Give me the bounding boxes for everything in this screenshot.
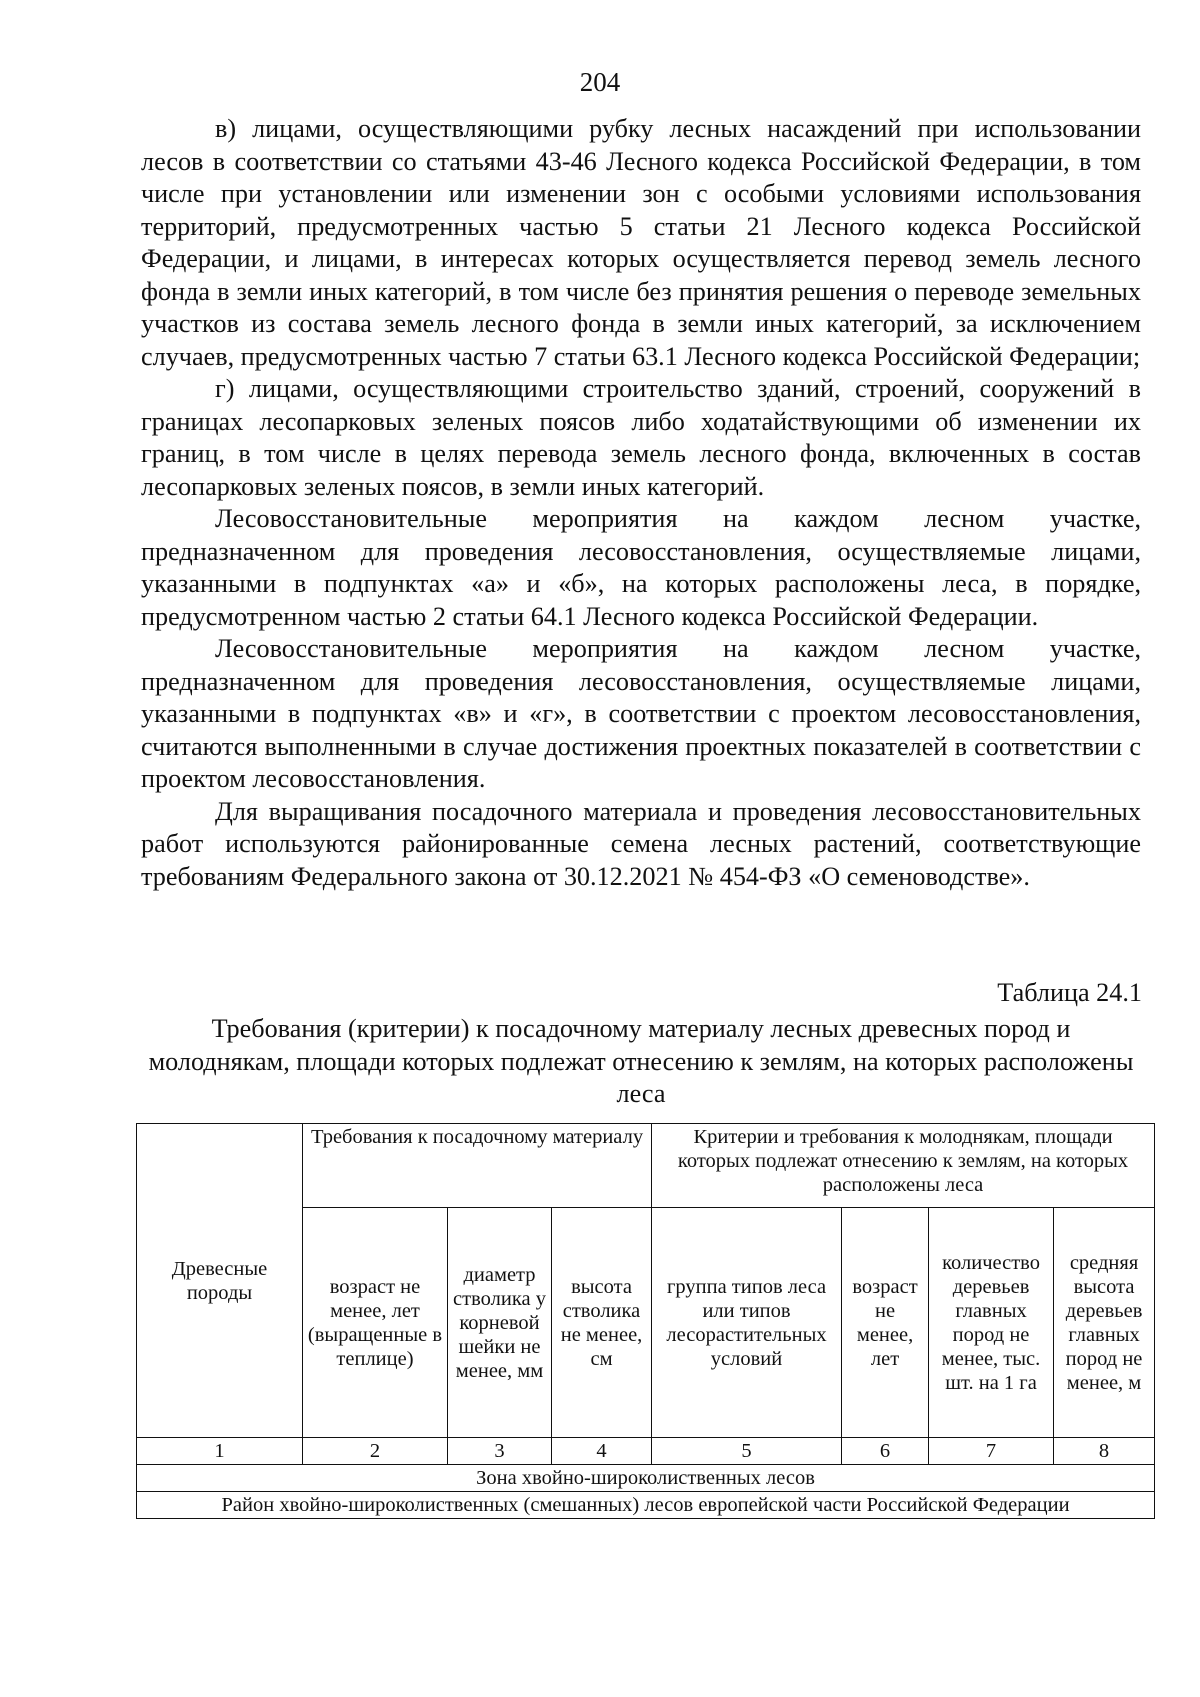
header-stem-diameter: диаметр стволика у корневой шейки не менее, мм (448, 1208, 552, 1438)
requirements-table (136, 1123, 1155, 1519)
column-number: 6 (842, 1438, 929, 1465)
column-number: 5 (652, 1438, 842, 1465)
header-stem-height: высота стволика не менее, см (552, 1208, 652, 1438)
header-planting-material: Требования к посадочному материалу (303, 1124, 652, 1208)
column-number: 4 (552, 1438, 652, 1465)
header-avg-height: средняя высота деревьев главных пород не менее, м (1054, 1208, 1155, 1438)
zone-title: Зона хвойно-широколиственных лесов (137, 1465, 1155, 1492)
header-age-min: возраст не менее, лет (выращенные в теплице) (303, 1208, 448, 1438)
header-young-age: возраст не менее, лет (842, 1208, 929, 1438)
column-numbers-row (137, 1438, 1155, 1465)
region-row (137, 1492, 1155, 1519)
column-number: 3 (448, 1438, 552, 1465)
column-number: 1 (137, 1438, 303, 1465)
body-text (141, 113, 1141, 893)
paragraph-reforestation-ab: Лесовосстановительные мероприятия на каждом лесном участке, предназначенном для проведения лесовосстановления, осуществляемые лицами, указанными в подпунктах «а» и «б», на которых расположены леса, в порядке, предусмотренном частью 2 статьи 64.1 Лесного кодекса Российской Федерации. (141, 504, 1141, 631)
paragraph-v: в) лицами, осуществляющими рубку лесных насаждений при использовании лесов в соответствии со статьями 43-46 Лесного кодекса Российской Федерации, в том числе при установлении или изменении зон с особыми условиями использования территорий, предусмотренных частью 5 статьи 21 Лесного кодекса Российской Федерации, и лицами, в интересах которых осуществляется перевод земель лесного фонда в земли иных категорий, в том числе без принятия решения о переводе земельных участков из состава земель лесного фонда в земли иных категорий, за исключением случаев, предусмотренных частью 7 статьи 63.1 Лесного кодекса Российской Федерации; (141, 114, 1141, 371)
header-species: Древесные породы (137, 1124, 303, 1438)
table-label: Таблица 24.1 (997, 978, 1142, 1007)
paragraph-g: г) лицами, осуществляющими строительство зданий, строений, сооружений в границах лесопарковых зеленых поясов либо ходатайствующими об изменении их границ, в том числе в целях перевода земель лесного фонда, включенных в состав лесопарковых зеленых поясов, в земли иных категорий. (141, 374, 1141, 501)
zone-row (137, 1465, 1155, 1492)
paragraph-reforestation-vg: Лесовосстановительные мероприятия на каждом лесном участке, предназначенном для проведения лесовосстановления, осуществляемые лицами, указанными в подпунктах «в» и «г», в соответствии с проектом лесовосстановления, считаются выполненными в случае достижения проектных показателей в соответствии с проектом лесовосстановления. (141, 634, 1141, 793)
header-forest-type-group: группа типов леса или типов лесорастительных условий (652, 1208, 842, 1438)
page-number: 204 (579, 67, 621, 97)
column-number: 8 (1054, 1438, 1155, 1465)
header-young-stands: Критерии и требования к молоднякам, площади которых подлежат отнесению к землям, на которых расположены леса (652, 1124, 1155, 1208)
column-number: 2 (303, 1438, 448, 1465)
column-number: 7 (929, 1438, 1054, 1465)
region-title: Район хвойно-широколиственных (смешанных) лесов европейской части Российской Федерации (137, 1492, 1155, 1519)
table-caption: Требования (критерии) к посадочному материалу лесных древесных пород и молоднякам, площади которых подлежат отнесению к землям, на которых расположены леса (148, 1014, 1134, 1108)
paragraph-seeds: Для выращивания посадочного материала и проведения лесовосстановительных работ используются районированные семена лесных растений, соответствующие требованиям Федерального закона от 30.12.2021 № 454-ФЗ «О семеноводстве». (141, 796, 1141, 891)
header-tree-count: количество деревьев главных пород не менее, тыс. шт. на 1 га (929, 1208, 1054, 1438)
